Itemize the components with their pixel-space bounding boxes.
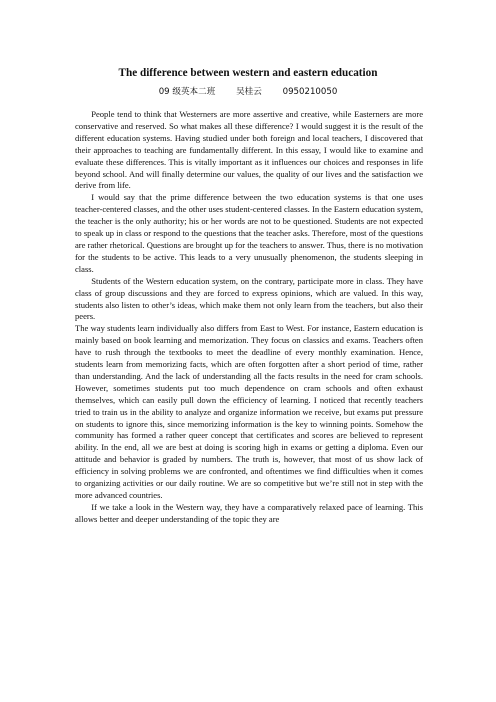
paragraph-individual-learning: The way students learn individually also differs from East to West. For instance, Eastern education is mainly based on book learning and memorization. They focus on classics and exams. Teachers often have to rush through the textbooks to meet the deadline of every monthly examination. Hence, students learn from memorizing facts, which are often forgotten after a short period of time, rather than understanding. And the lack of understanding all the facts results in the need for cram schools. However, sometimes students put too much dependence on cram schools and often exhaust themselves, which can easily pull down the efficiency of learning. I noticed that recently teachers tried to train us in the ability to analyze and organize information we receive, but exams put pressure on students to ignore this, since memorizing information is the key to winning points. Somehow the community has formed a rather queer concept that certificates and scores are believed to represent ability. In the end, all we are best at doing is scoring high in exams or getting a diploma. Even our attitude and behavior is graded by numbers. The truth is, however, that most of us show lack of efficiency in solving problems we are confronted, and oftentimes we find difficulties when it comes to organizing activities or our daily routine. We are so competitive but we’re still not in step with the more advanced countries. [75,323,423,500]
document-title: The difference between western and eastern education [118,67,378,79]
paragraph-teacher-centered: I would say that the prime difference between the two education systems is that one uses teacher-centered classes, and the other uses student-centered classes. In the Eastern education system, the teacher is the only authority; his or her words are not to be questioned. Students are not expected to speak up in class or respond to the questions that the teacher asks. Therefore, most of the questions are rather rhetorical. Questions are brought up for the teachers to answer. Thus, there is no motivation for the students to be active. This leads to a very unusually phenomenon, the students sleeping in class. [75,192,423,274]
author-byline [0,86,496,98]
author-id: 0950210050 [282,87,338,97]
paragraph-intro: People tend to think that Westerners are more assertive and creative, while Easterners are more conservative and reserved. So what makes all these difference? I would suggest it is the result of the different education systems. Having studied under both foreign and local teachers, I discovered that their approaches to teaching are fundamentally different. In this essay, I would like to examine and evaluate these differences. This is vitally important as it influences our choices and responses in life beyond school. And will finally determine our values, the quality of our lives and the satisfaction we derive from life. [75,109,423,191]
author-class: 09 级英本二班 [158,87,216,97]
document-body [75,109,423,526]
paragraph-western-pace: If we take a look in the Western way, they have a comparatively relaxed pace of learning. This allows better and deeper understanding of the topic they are [75,501,423,524]
paragraph-western-participation: Students of the Western education system, on the contrary, participate more in class. They have class of group discussions and they are forced to express opinions, which are valued. In this way, students also listen to other’s ideas, which make them not only learn from the teachers, but also their peers. [75,275,423,322]
author-name: 吴桂云 [236,87,262,97]
